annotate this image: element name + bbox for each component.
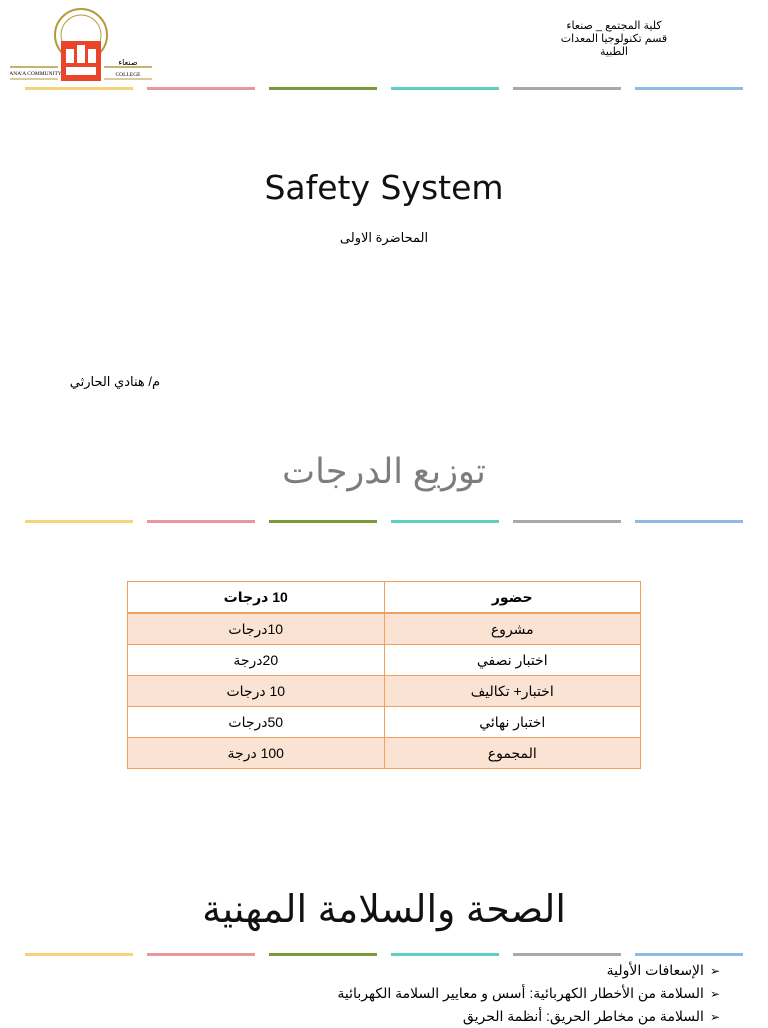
list-item xyxy=(20,959,720,982)
divider-top xyxy=(25,87,743,90)
divider-segment xyxy=(635,87,743,90)
list-item xyxy=(20,1005,720,1028)
table-row xyxy=(128,738,641,769)
grade-item: المجموع xyxy=(384,738,641,769)
department-name-cont: الطبية xyxy=(600,46,628,58)
department-name: قسم تكنولوجيا المعدات xyxy=(560,33,668,45)
divider-segment xyxy=(635,520,743,523)
grades-section-title: توزيع الدرجات xyxy=(282,452,486,491)
grade-item: اختبار+ تكاليف xyxy=(384,676,641,707)
divider-segment xyxy=(513,87,621,90)
divider-segment xyxy=(513,520,621,523)
divider-segment xyxy=(391,87,499,90)
page-title: Safety System xyxy=(264,168,504,207)
list-item-text: السلامة من الأخطار الكهربائية: أسس و معايير السلامة الكهربائية xyxy=(337,985,704,1001)
divider-segment xyxy=(513,953,621,956)
grade-score: 50درجات xyxy=(128,707,385,738)
grade-item: اختبار نصفي xyxy=(384,645,641,676)
table-row xyxy=(128,582,641,614)
divider-segment xyxy=(25,953,133,956)
college-header xyxy=(514,20,714,59)
logo-en-left: SANA'A COMMUNITY xyxy=(10,71,62,77)
divider-segment xyxy=(391,520,499,523)
list-item xyxy=(20,982,720,1005)
logo-en-right: COLLEGE xyxy=(115,72,141,78)
health-section-title: الصحة والسلامة المهنية xyxy=(202,889,566,931)
arrow-bullet-icon: ➢ xyxy=(709,964,720,978)
table-row xyxy=(128,613,641,645)
table-row xyxy=(128,645,641,676)
grade-score: 20درجة xyxy=(128,645,385,676)
grade-item: اختبار نهائي xyxy=(384,707,641,738)
divider-middle xyxy=(25,520,743,523)
author-name: م/ هنادي الحارثي xyxy=(69,374,160,389)
grade-score: 10 درجات xyxy=(128,582,385,614)
divider-segment xyxy=(391,953,499,956)
arrow-bullet-icon: ➢ xyxy=(709,987,720,1001)
table-row xyxy=(128,707,641,738)
grade-item: حضور xyxy=(384,582,641,614)
divider-segment xyxy=(635,953,743,956)
divider-segment xyxy=(147,953,255,956)
college-logo xyxy=(10,5,152,85)
divider-segment xyxy=(147,520,255,523)
grade-score: 100 درجة xyxy=(128,738,385,769)
list-item-text: السلامة من مخاطر الحريق: أنظمة الحريق xyxy=(462,1008,704,1024)
arrow-bullet-icon: ➢ xyxy=(709,1010,720,1024)
divider-segment xyxy=(25,87,133,90)
topics-list xyxy=(20,959,720,1028)
table-row xyxy=(128,676,641,707)
logo-ar-text: صنعاء xyxy=(118,58,138,67)
divider-segment xyxy=(25,520,133,523)
grade-item: مشروع xyxy=(384,613,641,645)
grade-score: 10 درجات xyxy=(128,676,385,707)
divider-segment xyxy=(269,520,377,523)
divider-segment xyxy=(269,87,377,90)
lecture-subtitle: المحاضرة الاولى xyxy=(339,230,429,245)
college-name: كلية المجتمع _ صنعاء xyxy=(566,20,662,32)
divider-bottom xyxy=(25,953,743,956)
grade-score: 10درجات xyxy=(128,613,385,645)
divider-segment xyxy=(269,953,377,956)
list-item-text: الإسعافات الأولية xyxy=(606,962,704,978)
grades-table xyxy=(127,581,641,769)
divider-segment xyxy=(147,87,255,90)
